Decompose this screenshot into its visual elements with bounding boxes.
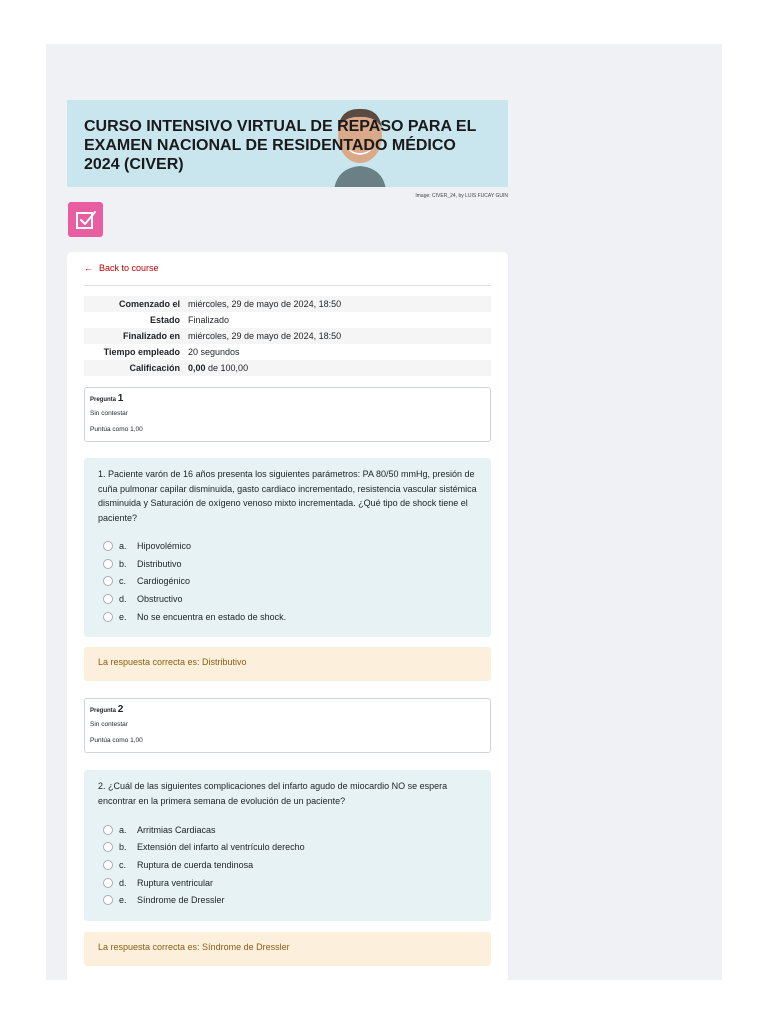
answer-option[interactable]: b. Distributivo	[103, 558, 182, 570]
image-caption: Image: CIVER_24, by LUIS FUCAY GUIN	[415, 193, 508, 199]
arrow-left-icon: ←	[84, 263, 93, 273]
summary-label: Finalizado en	[122, 331, 180, 341]
summary-value: Finalizado	[188, 315, 230, 325]
radio-button[interactable]	[103, 895, 113, 905]
radio-button[interactable]	[103, 878, 113, 888]
question-text: 1. Paciente varón de 16 años presenta los siguientes parámetros: PA 80/50 mmHg, presión de cuña pulmonar capilar disminuida, gasto cardiaco incrementado, resistencia vascular sistémica disminuida y Saturación de oxígeno venoso mixto incrementada. ¿Qué tipo de shock tiene el paciente?	[98, 469, 477, 523]
radio-button[interactable]	[103, 559, 113, 569]
summary-value: miércoles, 29 de mayo de 2024, 18:50	[188, 331, 342, 341]
summary-row	[84, 296, 491, 312]
course-title: CURSO INTENSIVO VIRTUAL DE REPASO PARA EL EXAMEN NACIONAL DE RESIDENTADO MÉDICO 2024 (CIVER)	[84, 118, 477, 173]
question-points: Puntúa como 1,00	[90, 426, 143, 433]
radio-button[interactable]	[103, 612, 113, 622]
answer-option[interactable]: d. Ruptura ventricular	[103, 877, 213, 889]
grade-max: de 100,00	[205, 363, 249, 373]
summary-label: Calificación	[129, 363, 180, 373]
question-info	[84, 698, 491, 753]
summary-row	[84, 344, 491, 360]
summary-value: 20 segundos	[188, 347, 240, 357]
question-points: Puntúa como 1,00	[90, 737, 143, 744]
answer-option[interactable]: a. Arritmias Cardiacas	[103, 824, 216, 836]
attempt-summary-table	[84, 296, 491, 376]
question-status: Sin contestar	[90, 721, 128, 728]
summary-value	[184, 360, 491, 376]
correct-answer-feedback: La respuesta correcta es: Síndrome de Dressler	[84, 932, 491, 966]
summary-row	[84, 360, 491, 376]
answer-option[interactable]: e. No se encuentra en estado de shock.	[103, 611, 286, 623]
answer-option[interactable]: c. Ruptura de cuerda tendinosa	[103, 859, 253, 871]
answer-option[interactable]: b. Extensión del infarto al ventrículo derecho	[103, 841, 305, 853]
summary-row	[84, 328, 491, 344]
correct-answer-feedback: La respuesta correcta es: Distributivo	[84, 647, 491, 681]
radio-button[interactable]	[103, 825, 113, 835]
summary-row	[84, 312, 491, 328]
question-number: Pregunta 2	[90, 704, 124, 715]
back-to-course-link[interactable]	[84, 263, 159, 273]
back-label: Back to course	[99, 263, 159, 273]
question-text: 2. ¿Cuál de las siguientes complicaciones del infarto agudo de miocardio NO se espera encontrar en la primera semana de evolución de un paciente?	[98, 781, 448, 806]
answer-option[interactable]: a. Hipovolémico	[103, 540, 191, 552]
divider	[84, 285, 491, 286]
radio-button[interactable]	[103, 842, 113, 852]
grade-value: 0,00	[188, 363, 206, 373]
radio-button[interactable]	[103, 594, 113, 604]
summary-label: Comenzado el	[118, 299, 180, 309]
summary-label: Estado	[149, 315, 180, 325]
question-content	[84, 458, 491, 637]
summary-label: Tiempo empleado	[103, 347, 180, 357]
answer-option[interactable]: d. Obstructivo	[103, 593, 183, 605]
summary-value: miércoles, 29 de mayo de 2024, 18:50	[188, 299, 342, 309]
answer-option[interactable]: c. Cardiogénico	[103, 575, 190, 587]
question-number: Pregunta 1	[90, 393, 124, 404]
radio-button[interactable]	[103, 541, 113, 551]
radio-button[interactable]	[103, 576, 113, 586]
question-status: Sin contestar	[90, 410, 128, 417]
quiz-activity-icon	[68, 202, 103, 237]
answer-option[interactable]: e. Síndrome de Dressler	[103, 894, 225, 906]
radio-button[interactable]	[103, 860, 113, 870]
question-content	[84, 770, 491, 921]
question-info	[84, 387, 491, 442]
